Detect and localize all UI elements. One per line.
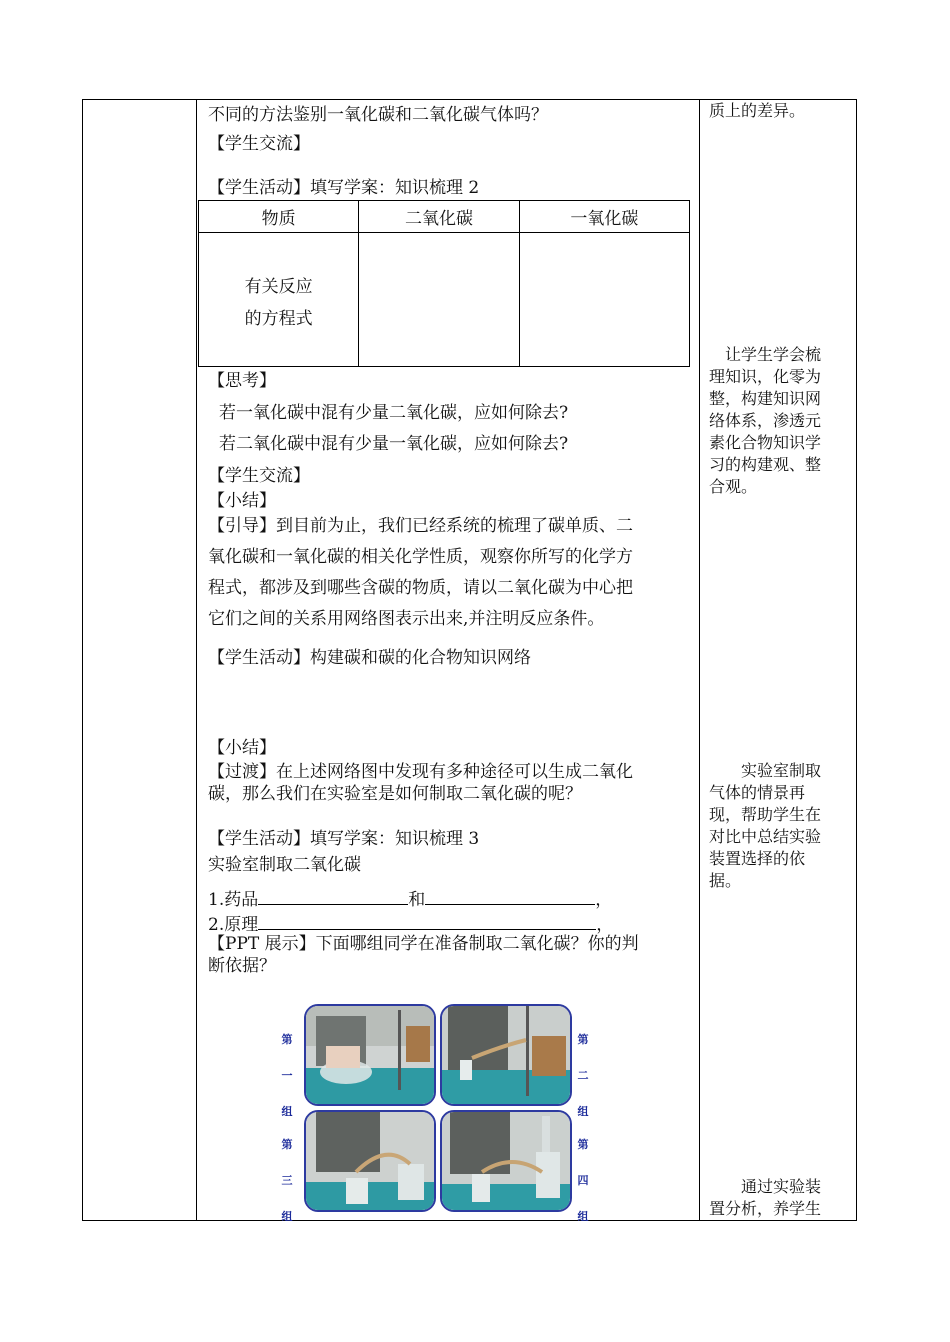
question-1: 若一氧化碳中混有少量二氧化碳，应如何除去?	[219, 403, 569, 423]
paragraph-line: 【引导】到目前为止，我们已经系统的梳理了碳单质、二	[208, 516, 633, 536]
table-header: 物质	[199, 201, 359, 233]
note-line: 络体系，渗透元	[709, 411, 822, 430]
column-divider-1	[196, 100, 197, 1220]
heading-summary: 【小结】	[208, 738, 276, 758]
guide-paragraph	[208, 511, 692, 635]
group-label-4: 第 四 组	[577, 1138, 589, 1223]
note-line: 合观。	[709, 477, 758, 496]
group-label-2: 第 二 组	[577, 1033, 589, 1118]
note-4	[709, 1176, 849, 1220]
note-line: 装置选择的依	[709, 849, 806, 868]
note-3	[709, 760, 849, 892]
question-2: 若二氧化碳中混有少量一氧化碳，应如何除去?	[219, 434, 569, 454]
experiment-photo-2	[440, 1004, 572, 1106]
paragraph-line: 氧化碳和一氧化碳的相关化学性质，观察你所写的化学方	[208, 547, 633, 567]
column-divider-2	[699, 100, 700, 1220]
blank-line	[258, 911, 596, 930]
note-1	[709, 100, 849, 122]
paragraph-line: 【PPT 展示】下面哪组同学在准备制取二氧化碳？你的判	[208, 934, 639, 954]
blank-line	[258, 886, 408, 905]
note-line: 通过实验装	[709, 1177, 822, 1196]
note-2	[709, 344, 849, 498]
paragraph-line: 【过渡】在上述网络图中发现有多种途径可以生成二氧化	[208, 762, 633, 782]
experiment-photo-1	[304, 1004, 436, 1106]
transition-paragraph	[208, 761, 692, 805]
note-line: 对比中总结实验	[709, 827, 822, 846]
table-cell-empty	[359, 233, 519, 367]
lesson-table	[82, 99, 857, 1221]
note-line: 让学生学会梳	[709, 345, 822, 364]
heading-summary: 【小结】	[208, 491, 276, 511]
note-line: 习的构建观、整	[709, 455, 822, 474]
heading-student-activity: 【学生活动】填写学案：知识梳理 2	[208, 178, 480, 198]
fill-in-drugs: 1.药品 和 ，	[208, 886, 612, 911]
ppt-paragraph	[208, 933, 692, 977]
heading-think: 【思考】	[208, 371, 276, 391]
note-line: 整，构建知识网	[709, 389, 822, 408]
group-label-1: 第 一 组	[281, 1033, 293, 1118]
note-line: 实验室制取	[709, 761, 822, 780]
note-line: 理知识，化零为	[709, 367, 822, 386]
experiment-photo-4	[440, 1110, 572, 1212]
heading-student-activity: 【学生活动】填写学案：知识梳理 3	[208, 829, 480, 849]
fill-in-principle: 2.原理 ，	[208, 911, 613, 936]
heading-student-activity: 【学生活动】构建碳和碳的化合物知识网络	[208, 648, 531, 668]
note-line: 素化合物知识学	[709, 433, 822, 452]
table-header: 二氧化碳	[359, 201, 519, 233]
heading-student-exchange: 【学生交流】	[208, 134, 310, 154]
note-line: 气体的情景再	[709, 783, 806, 802]
table-cell-empty	[519, 233, 689, 367]
paragraph-line: 碳，那么我们在实验室是如何制取二氧化碳的呢？	[208, 784, 582, 804]
row-label-line: 有关反应	[244, 276, 313, 297]
knowledge-table-2	[198, 200, 690, 367]
paragraph-line: 程式，都涉及到哪些含碳的物质，请以二氧化碳为中心把	[208, 578, 633, 598]
lab-title: 实验室制取二氧化碳	[208, 855, 361, 875]
heading-student-exchange: 【学生交流】	[208, 466, 310, 486]
blank-line	[425, 886, 595, 905]
intro-line: 不同的方法鉴别一氧化碳和二氧化碳气体吗？	[208, 105, 548, 125]
note-line: 质上的差异。	[709, 101, 806, 120]
note-line: 现，帮助学生在	[709, 805, 822, 824]
paragraph-line: 断依据？	[208, 956, 276, 976]
table-header: 一氧化碳	[519, 201, 689, 233]
note-line: 据。	[709, 871, 742, 890]
note-line: 置分析，养学生	[709, 1199, 822, 1218]
group-label-3: 第 三 组	[281, 1138, 293, 1223]
experiment-photo-3	[304, 1110, 436, 1212]
table-row-label	[199, 233, 359, 367]
paragraph-line: 它们之间的关系用网络图表示出来,并注明反应条件。	[208, 609, 605, 629]
row-label-line: 的方程式	[244, 308, 313, 329]
